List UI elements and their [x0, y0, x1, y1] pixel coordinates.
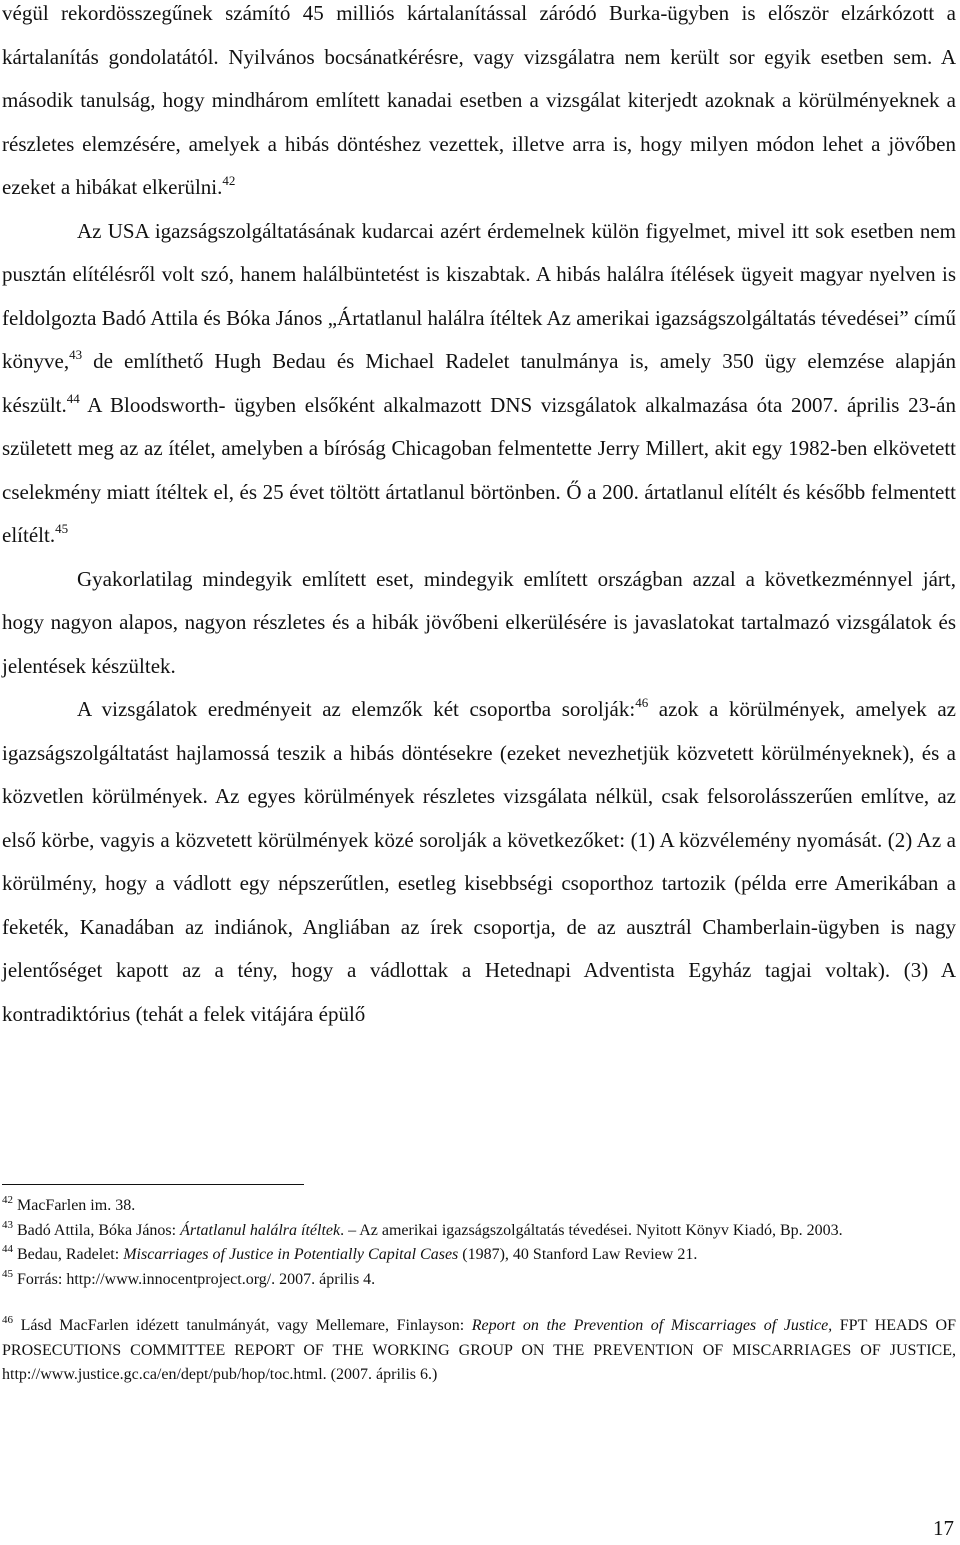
body-text: [2, 0, 956, 1036]
footnote-article-title: Miscarriages of Justice in Potentially Capital Cases: [123, 1246, 459, 1263]
paragraph-3-text: Gyakorlatilag mindegyik említett eset, mindegyik említett országban azzal a következménnyel járt, hogy nagyon alapos, nagyon részletes és a hibák jövőbeni elkerülésére is javaslatokat tartalmazó vizsgálatok és jelentések készültek.: [2, 566, 956, 678]
paragraph-4-text-a: A vizsgálatok eredményeit az elemzők két csoportba sorolják:: [77, 697, 636, 721]
footnote-44: [2, 1243, 956, 1268]
page-number: 17: [933, 1516, 954, 1540]
paragraph-2-text-b: de említhető Hugh Bedau és Michael Radelet tanulmánya is, amely 350 ügy elemzése alapján készült.: [2, 349, 956, 417]
footnote-ref-45[interactable]: 45: [55, 521, 69, 536]
paragraph-4-text-b: azok a körülmények, amelyek az igazságszolgáltatást hajlamossá teszik a hibás döntésekre (ezeket nevezhetjük közvetett körülményeknek), és a közvetlen körülmények. Az egyes körülmények részletes vizsgálata nélkül, csak felsorolásszerűen említve, az első körbe, vagyis a közvetett körülmények közé sorolják a következőket: (1) A közvélemény nyomását. (2) Az a körülmény, hogy a vádlott egy népszerűtlen, esetleg kisebbségi csoporthoz tartozik (példa erre Amerikában a feketék, Kanadában az indiánok, Angliában az írek csoportja, de az ausztrál Chamberlain-ügyben is nagy jelentőséget kapott az a tény, hogy a vádlottak a Hetednapi Adventista Egyház tagjai voltak). (3) A kontradiktórius (tehát a felek vitájára épülő: [2, 697, 956, 1026]
footnote-ref-43[interactable]: 43: [69, 347, 83, 362]
footnote-number: 43: [2, 1218, 13, 1231]
footnote-number: 45: [2, 1267, 13, 1280]
footnotes: [2, 1194, 956, 1388]
footnote-separator: [2, 1184, 304, 1185]
footnote-42: [2, 1194, 956, 1219]
footnote-report-title: Report on the Prevention of Miscarriages of Justice,: [471, 1317, 833, 1334]
footnote-text[interactable]: Forrás: http://www.innocentproject.org/. 2007. április 4.: [13, 1270, 376, 1288]
paragraph-1-text: végül rekordösszegűnek számító 45 milliós kártalanítással záródó Burka-ügyben is először elzárkózott a kártalanítás gondolatától. Nyilvános bocsánatkérésre, vagy vizsgálatra nem került sor egyik esetben sem. A második tanulság, hogy mindhárom említett kanadai esetben a vizsgálat kiterjedt azoknak a körülményeknek a részletes elemzésére, amelyek a hibás döntéshez vezettek, illetve arra is, hogy milyen módon lehet a jövőben ezeket a hibákat elkerülni.: [2, 1, 956, 199]
footnote-text: Lásd MacFarlen idézett tanulmányát, vagy Mellemare, Finlayson:: [13, 1317, 472, 1334]
footnote-text: (1987), 40 Stanford Law Review 21.: [458, 1246, 698, 1263]
footnote-ref-46[interactable]: 46: [635, 695, 649, 710]
footnote-text: Badó Attila, Bóka János:: [13, 1221, 181, 1239]
footnote-number: 42: [2, 1194, 13, 1206]
paragraph-4: [2, 688, 956, 1036]
footnote-number: 46: [2, 1314, 13, 1326]
paragraph-2-text-c: A Bloodsworth- ügyben elsőként alkalmazott DNS vizsgálatok alkalmazása óta 2007. április 23-án született meg az az ítélet, amelyben a bíróság Chicagoban felmentette Jerry Millert, akit egy 1982-ben elkövetett cselekmény miatt ítéltek el, és 25 évet töltött ártatlanul börtönben. Ő a 200. ártatlanul elítélt és később felmentett elítélt.: [2, 392, 956, 547]
footnote-ref-42[interactable]: 42: [222, 173, 236, 188]
footnote-text: Bedau, Radelet:: [13, 1246, 124, 1263]
footnote-text: MacFarlen im. 38.: [13, 1197, 136, 1214]
paragraph-1: [2, 0, 956, 210]
paragraph-2-text-a: Az USA igazságszolgáltatásának kudarcai azért érdemelnek külön figyelmet, mivel itt sok esetben nem pusztán elítélésről volt szó, hanem halálbüntetést is kiszabtak. A hibás halálra ítélések ügyeit magyar nyelven is feldolgozta Badó Attila és Bóka János „Ártatlanul halálra ítéltek Az amerikai igazságszolgáltatás tévedései” című könyve,: [2, 218, 956, 373]
paragraph-3: [2, 558, 956, 689]
footnote-text: . – Az amerikai igazságszolgáltatás tévedései. Nyitott Könyv Kiadó, Bp. 2003.: [340, 1221, 843, 1239]
footnote-43: [2, 1219, 956, 1244]
footnote-45: [2, 1268, 956, 1293]
footnote-text[interactable]: FPT HEADS OF PROSECUTIONS COMMITTEE REPORT OF THE WORKING GROUP ON THE PREVENTION OF MISCARRIAGES OF JUSTICE, http://www.justice.gc.ca/en/dept/pub/hop/toc.html. (2007. április 6.): [2, 1317, 957, 1383]
footnote-46: [2, 1314, 956, 1388]
footnote-ref-44[interactable]: 44: [66, 390, 80, 406]
footnote-book-title: Ártatlanul halálra ítéltek: [180, 1221, 341, 1239]
paragraph-2: [2, 210, 956, 558]
footnote-number: 44: [2, 1243, 13, 1255]
